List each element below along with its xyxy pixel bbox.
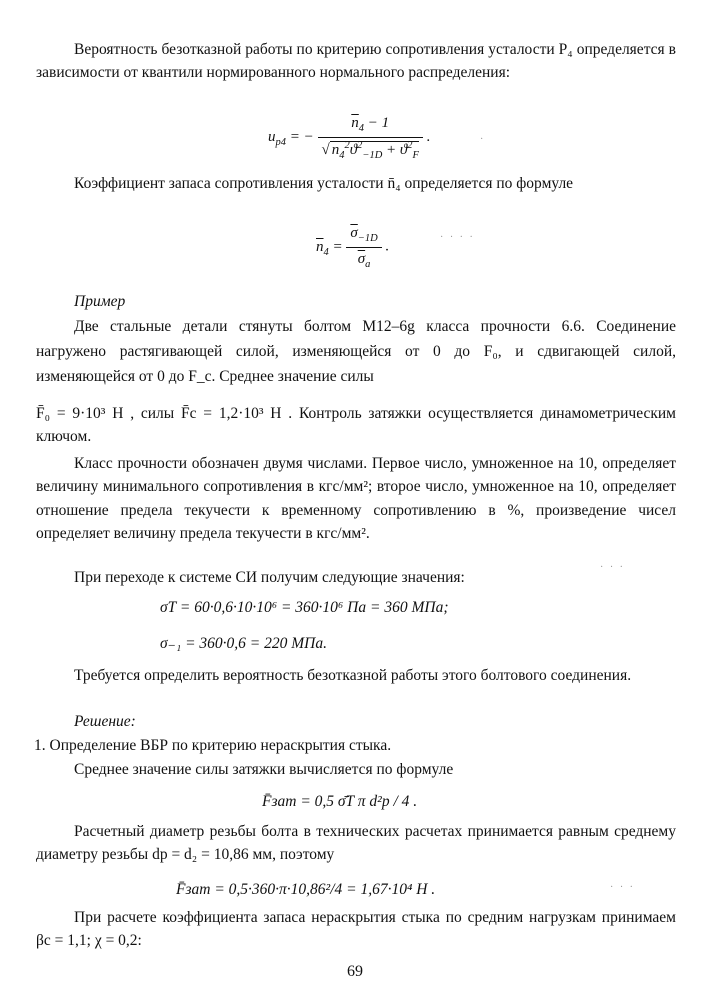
scan-speck: · · ·: [600, 562, 625, 573]
step1-text: 1. Определение ВБР по критерию нераскрытия стыка.: [34, 737, 392, 754]
calc-text: При расчете коэффициента запаса нераскрытия стыка по средним нагрузкам принимаем βc = 1,1; χ = 0,2:: [36, 909, 676, 950]
example-label: Пример: [74, 293, 126, 310]
class-text: Класс прочности обозначен двумя числами. Первое число, умноженное на 10, определяет величину минимального сопротивления в кгс/мм²; второе число, умноженное на 10, определяет отношение предела текучести к временному сопротивлению в %, произведение чисел определяет величину предела текучести в кгс/мм².: [36, 455, 676, 542]
diameter-text: Расчетный диаметр резьбы болта в технических расчетах принимается равным среднему диаметру резьбы dp = d₂ = 10,86 мм, поэтому: [36, 823, 676, 864]
mean-force-block: [36, 758, 676, 781]
calc-paragraph: [36, 906, 676, 953]
diameter-paragraph: [36, 820, 676, 867]
solution-block: [36, 710, 676, 733]
required-paragraph: [36, 664, 676, 687]
coef-text: Коэффициент запаса сопротивления усталости n̄₄ определяется по формуле: [74, 175, 574, 192]
equation-fzat-numeric: F̄зат = 0,5·360·π·10,86²/4 = 1,67·10⁴ H .: [176, 881, 436, 898]
example-paragraph-1: [36, 314, 676, 389]
equation-n4: $\overline{n}_4$ = $\frac{\overline{\sigma}_{-1D}}{\overline{\sigma}_a}$ .: [316, 222, 389, 273]
si-text: При переходе к системе СИ получим следующие значения:: [74, 569, 465, 586]
step1-block: [34, 734, 674, 757]
intro-text: Вероятность безотказной работы по критерию сопротивления усталости P₄ определяется в зависимости от квантили нормированного нормального распределения:: [36, 41, 676, 82]
example-block: [36, 290, 676, 313]
si-paragraph: [36, 566, 676, 589]
intro-paragraph: [36, 38, 676, 85]
equation-fzat: F̄зат = 0,5 σ̄T π d²p / 4 .: [262, 793, 418, 810]
example-text-1: Две стальные детали стянуты болтом M12–6g класса прочности 6.6. Соединение нагружено растягивающей силой, изменяющейся от 0 до F₀, и сдвигающей силой, изменяющейся от 0 до F_c. Среднее значение силы: [36, 318, 676, 386]
scan-speck: · · ·: [610, 882, 635, 893]
example-text-2: F̄₀ = 9·10³ H , силы F̄c = 1,2·10³ H . Контроль затяжки осуществляется динамометрическим ключом.: [36, 405, 676, 446]
page-number: 69: [347, 963, 363, 980]
equation-up4: $u_{p4}$ = − $\frac{\overline{n}_4 - 1}{√ n_4^2ϑ^2_{-1D} + ϑ^2_F}$ .: [268, 112, 430, 164]
class-paragraph: [36, 452, 676, 545]
example-paragraph-2: [36, 402, 676, 449]
coef-paragraph: [36, 172, 676, 195]
scan-speck: ·: [480, 134, 486, 145]
mean-force-text: Среднее значение силы затяжки вычисляется по формуле: [74, 761, 454, 778]
required-text: Требуется определить вероятность безотказной работы этого болтового соединения.: [74, 667, 632, 684]
solution-label: Решение:: [74, 713, 136, 730]
equation-sigma-t: σT = 60·0,6·10·10⁶ = 360·10⁶ Па = 360 МПа;: [160, 599, 449, 616]
scan-speck: · · · ·: [440, 232, 475, 243]
equation-sigma-minus1: σ₋₁ = 360·0,6 = 220 МПа.: [160, 635, 327, 652]
